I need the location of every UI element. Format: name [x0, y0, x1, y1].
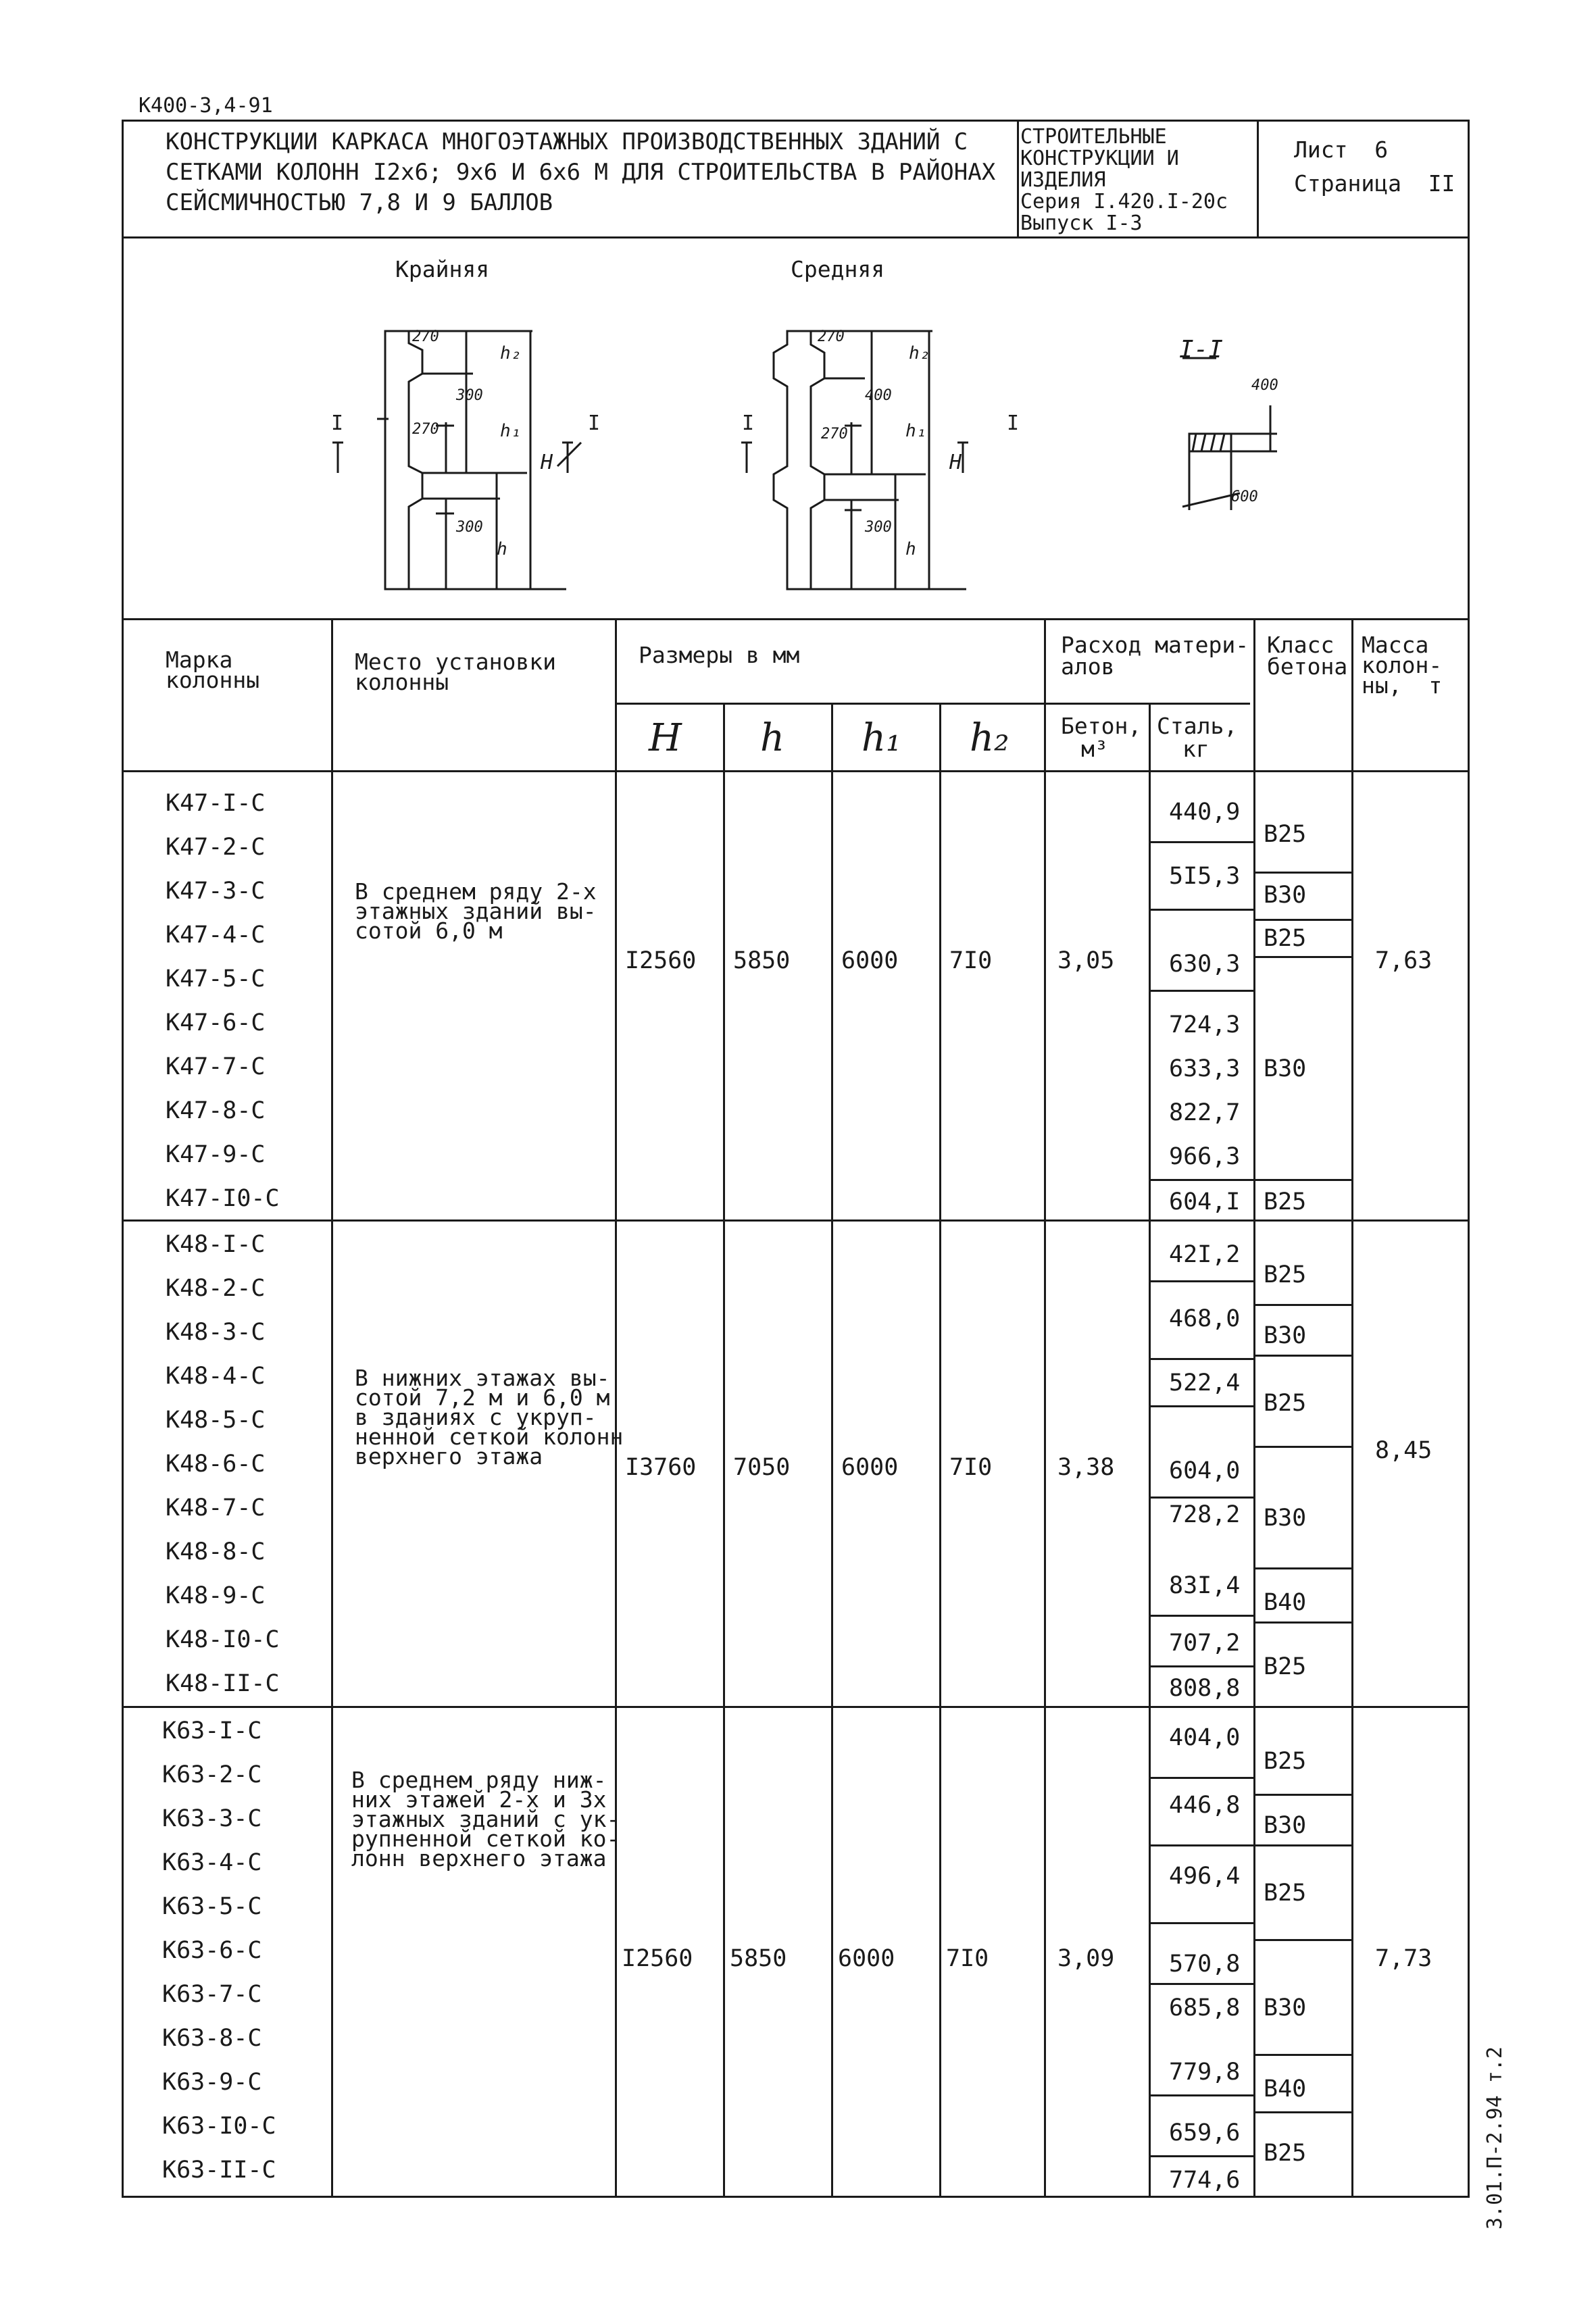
header-h1: h₁ [862, 716, 901, 760]
table-row-mark: К48-9-С [166, 1582, 266, 1609]
dim-600-section: 600 [1231, 488, 1258, 505]
edge-column-label: Крайняя [395, 256, 490, 282]
column-mass: 7,63 [1375, 947, 1432, 974]
table-row-mark: К48-2-С [166, 1275, 266, 1302]
middle-column-drawing [741, 328, 968, 589]
steel-divider [1149, 1922, 1253, 1924]
col-line-concrete [1149, 703, 1151, 2196]
dim-h1-middle: h₁ [905, 421, 927, 441]
steel-divider [1149, 990, 1253, 992]
steel-divider [1149, 1358, 1253, 1360]
table-row-mark: К47-2-С [166, 834, 266, 861]
section-label: I-I [1179, 336, 1224, 363]
steel-divider [1149, 909, 1253, 911]
series-label: Серия I.420.I-20с [1020, 190, 1228, 213]
concrete-volume: 3,05 [1057, 947, 1115, 974]
table-row-mark: К48-6-С [166, 1451, 266, 1478]
steel-divider [1149, 1777, 1253, 1779]
dim-270-edge-top: 270 [412, 328, 439, 345]
table-row-mark: К63-II-С [162, 2157, 276, 2184]
column-mass: 8,45 [1375, 1437, 1432, 1464]
install-place: лонн верхнего этажа [351, 1845, 607, 1871]
install-place: верхнего этажа [355, 1443, 543, 1469]
table-row-mark: К63-9-С [162, 2069, 262, 2096]
header-h: h [760, 716, 785, 760]
table-row-mark: К63-4-С [162, 1849, 262, 1876]
col-line-H [723, 703, 725, 2196]
header-mass: ны, т [1362, 672, 1443, 699]
class-divider [1253, 919, 1351, 921]
col-line-mark [331, 618, 333, 2196]
install-place: сотой 6,0 м [355, 917, 503, 944]
class-divider [1253, 1794, 1351, 1796]
cut-mark-right-1: I [588, 411, 601, 435]
steel-divider [1149, 841, 1253, 843]
class-divider [1253, 1621, 1351, 1624]
header-concrete: м³ [1081, 736, 1108, 762]
header-mark: Марка [166, 647, 233, 673]
class-divider [1253, 956, 1351, 958]
class-divider [1253, 1844, 1351, 1846]
size-h2: 7I0 [949, 947, 993, 974]
table-row-mark: К63-I-С [162, 1717, 262, 1744]
header-mark: колонны [166, 667, 260, 693]
concrete-class: В25 [1264, 925, 1307, 952]
class-divider [1253, 872, 1351, 874]
steel-divider [1149, 1405, 1253, 1407]
col-line-sizes [1044, 618, 1046, 2196]
class-divider [1253, 1446, 1351, 1448]
concrete-class: В25 [1264, 2140, 1307, 2167]
document-code: К400-3,4-91 [139, 94, 273, 118]
col-line-place [615, 618, 617, 2196]
col-line-steel [1253, 618, 1255, 2196]
steel-value: 5I5,3 [1169, 863, 1241, 890]
table-row-mark: К48-II-С [166, 1670, 280, 1697]
header-place: Место установки [355, 649, 557, 675]
document-title-line-2: СЕТКАМИ КОЛОНН I2x6; 9x6 И 6x6 М ДЛЯ СТРОИТЕЛЬСТВА В РАЙОНАХ [166, 159, 996, 186]
page-number: Страница II [1294, 170, 1455, 197]
steel-value: 83I,4 [1169, 1572, 1241, 1599]
col-line-h1 [939, 703, 941, 2196]
steel-value: 630,3 [1169, 951, 1241, 978]
size-H: I2560 [622, 1945, 693, 1972]
install-place: в зданиях с укруп- [355, 1404, 597, 1430]
dim-300-edge-bottom: 300 [456, 519, 483, 536]
col-line-class [1351, 618, 1353, 2196]
concrete-class: В25 [1264, 1390, 1307, 1417]
header-class: Класс [1267, 632, 1335, 658]
concrete-class: В25 [1264, 1748, 1307, 1775]
steel-value: 728,2 [1169, 1501, 1241, 1528]
concrete-volume: 3,09 [1057, 1945, 1115, 1972]
size-h2: 7I0 [949, 1454, 993, 1481]
steel-value: 522,4 [1169, 1369, 1241, 1397]
class-divider [1253, 2111, 1351, 2113]
table-header-bottom [122, 770, 1470, 772]
concrete-class: В40 [1264, 2076, 1307, 2103]
steel-divider [1149, 2094, 1253, 2096]
table-row-mark: К47-4-С [166, 922, 266, 949]
steel-value: 966,3 [1169, 1143, 1241, 1170]
dim-270-middle-top: 270 [818, 328, 845, 345]
steel-divider [1149, 1179, 1253, 1181]
steel-value: 774,6 [1169, 2167, 1241, 2194]
steel-value: 604,I [1169, 1188, 1241, 1215]
header-mass: Масса [1362, 632, 1429, 658]
table-row-mark: К47-9-С [166, 1141, 266, 1168]
steel-value: 724,3 [1169, 1011, 1241, 1038]
header-divider-1 [1017, 120, 1019, 238]
size-h: 5850 [730, 1945, 787, 1972]
header-mass: колон- [1362, 652, 1443, 678]
concrete-class: В30 [1264, 1812, 1307, 1839]
header-H: H [649, 716, 682, 760]
steel-divider [1149, 1844, 1253, 1846]
steel-divider [1149, 1496, 1253, 1499]
concrete-class: В30 [1264, 1055, 1307, 1082]
header-materials: Расход матери- [1061, 632, 1249, 658]
size-h: 5850 [733, 947, 791, 974]
concrete-class: В30 [1264, 1322, 1307, 1349]
dim-h2-edge: h₂ [500, 343, 522, 363]
size-h: 7050 [733, 1454, 791, 1481]
column-drawings [122, 270, 1470, 622]
table-row-mark: К63-5-С [162, 1893, 262, 1920]
category-line-2: КОНСТРУКЦИИ И [1020, 147, 1179, 170]
table-row-mark: К48-7-С [166, 1494, 266, 1521]
document-title-line-1: КОНСТРУКЦИИ КАРКАСА МНОГОЭТАЖНЫХ ПРОИЗВОДСТВЕННЫХ ЗДАНИЙ С [166, 128, 968, 155]
dim-h-middle: h [905, 539, 916, 559]
category-line-1: СТРОИТЕЛЬНЫЕ [1020, 125, 1167, 149]
table-row-mark: К48-I0-С [166, 1626, 280, 1653]
steel-value: 496,4 [1169, 1863, 1241, 1890]
size-h1: 6000 [841, 1454, 899, 1481]
sheet-number: Лист 6 [1294, 136, 1389, 163]
column-mass: 7,73 [1375, 1945, 1432, 1972]
table-row-mark: К48-3-С [166, 1319, 266, 1346]
table-row-mark: К63-I0-С [162, 2113, 276, 2140]
table-row-mark: К47-5-С [166, 965, 266, 992]
group-divider-2 [122, 1706, 1470, 1708]
side-note: 3.01.П-2.94 т.2 [1483, 2046, 1507, 2230]
size-h1: 6000 [838, 1945, 895, 1972]
steel-value: 808,8 [1169, 1675, 1241, 1702]
steel-value: 685,8 [1169, 1994, 1241, 2021]
concrete-class: В25 [1264, 821, 1307, 848]
steel-value: 42I,2 [1169, 1241, 1241, 1268]
size-h1: 6000 [841, 947, 899, 974]
table-subheader-line [615, 703, 1250, 705]
document-title-line-3: СЕЙСМИЧНОСТЬЮ 7,8 И 9 БАЛЛОВ [166, 189, 553, 216]
concrete-class: В30 [1264, 882, 1307, 909]
class-divider [1253, 1939, 1351, 1941]
size-H: I3760 [625, 1454, 697, 1481]
dim-270-edge-mid: 270 [412, 421, 439, 438]
table-row-mark: К48-8-С [166, 1538, 266, 1565]
table-row-mark: К63-6-С [162, 1937, 262, 1964]
header-concrete: Бетон, [1061, 713, 1142, 739]
header-h2: h₂ [970, 716, 1009, 760]
class-divider [1253, 1567, 1351, 1569]
steel-divider [1149, 2155, 1253, 2157]
concrete-class: В30 [1264, 1505, 1307, 1532]
header-steel: кг [1182, 736, 1210, 762]
concrete-volume: 3,38 [1057, 1454, 1115, 1481]
steel-value: 570,8 [1169, 1951, 1241, 1978]
cut-mark-right-2: I [1007, 411, 1020, 435]
install-place: рупненной сеткой ко- [351, 1826, 620, 1852]
dim-400-section: 400 [1251, 377, 1278, 394]
install-place: В среднем ряду ниж- [351, 1767, 607, 1793]
header-bottom-border [122, 236, 1470, 238]
col-line-h [831, 703, 833, 2196]
table-row-mark: К63-7-С [162, 1981, 262, 2008]
table-row-mark: К63-3-С [162, 1805, 262, 1832]
dim-300-edge-top: 300 [456, 387, 483, 404]
steel-value: 659,6 [1169, 2119, 1241, 2146]
table-top-border [122, 618, 1470, 620]
cut-mark-left-2: I [742, 411, 755, 435]
cut-mark-left-1: I [331, 411, 344, 435]
install-place: ненной сеткой колонн [355, 1424, 624, 1450]
steel-value: 440,9 [1169, 799, 1241, 826]
header-materials: алов [1061, 653, 1115, 680]
size-H: I2560 [625, 947, 697, 974]
dim-H-middle: H [949, 451, 962, 474]
table-row-mark: К47-8-С [166, 1097, 266, 1124]
outer-top-border [122, 120, 1470, 122]
steel-divider [1149, 1280, 1253, 1282]
table-row-mark: К63-2-С [162, 1761, 262, 1788]
steel-value: 707,2 [1169, 1630, 1241, 1657]
header-steel: Сталь, [1157, 713, 1238, 739]
table-row-mark: К47-7-С [166, 1053, 266, 1080]
middle-column-label: Средняя [791, 256, 885, 282]
header-place: колонны [355, 669, 449, 695]
issue-label: Выпуск I-3 [1020, 211, 1143, 235]
dim-300-middle-bottom: 300 [865, 519, 892, 536]
dim-h-edge: h [497, 539, 507, 559]
dim-400-middle: 400 [865, 387, 892, 404]
class-divider [1253, 1179, 1351, 1181]
category-line-3: ИЗДЕЛИЯ [1020, 168, 1106, 192]
steel-value: 404,0 [1169, 1724, 1241, 1751]
outer-bottom-border [122, 2196, 1470, 2198]
class-divider [1253, 1304, 1351, 1306]
steel-value: 446,8 [1169, 1792, 1241, 1819]
dim-270-middle-mid: 270 [821, 426, 848, 443]
table-row-mark: К47-I0-С [166, 1185, 280, 1212]
concrete-class: В25 [1264, 1188, 1307, 1215]
table-row-mark: К47-3-С [166, 878, 266, 905]
steel-value: 779,8 [1169, 2059, 1241, 2086]
table-row-mark: К48-I-С [166, 1231, 266, 1258]
install-place: сотой 7,2 м и 6,0 м [355, 1384, 610, 1411]
table-row-mark: К47-6-С [166, 1009, 266, 1036]
install-place: этажных зданий вы- [355, 898, 597, 924]
install-place: В нижних этажах вы- [355, 1365, 610, 1391]
steel-value: 822,7 [1169, 1099, 1241, 1126]
concrete-class: В25 [1264, 1653, 1307, 1680]
install-place: них этажей 2-х и 3х [351, 1786, 607, 1813]
concrete-class: В40 [1264, 1589, 1307, 1616]
header-class: бетона [1267, 653, 1348, 680]
concrete-class: В25 [1264, 1880, 1307, 1907]
table-row-mark: К63-8-С [162, 2025, 262, 2052]
dim-h2-middle: h₂ [909, 343, 930, 363]
header-sizes: Размеры в мм [639, 642, 800, 668]
steel-divider [1149, 1983, 1253, 1985]
table-row-mark: К48-4-С [166, 1363, 266, 1390]
concrete-class: В25 [1264, 1261, 1307, 1288]
dim-h1-edge: h₁ [500, 421, 522, 441]
header-divider-2 [1257, 120, 1259, 238]
steel-value: 604,0 [1169, 1457, 1241, 1484]
class-divider [1253, 2054, 1351, 2056]
class-divider [1253, 1355, 1351, 1357]
steel-divider [1149, 1665, 1253, 1667]
steel-divider [1149, 1615, 1253, 1617]
table-row-mark: К48-5-С [166, 1407, 266, 1434]
concrete-class: В30 [1264, 1994, 1307, 2021]
dim-H-edge: H [541, 451, 553, 474]
steel-value: 633,3 [1169, 1055, 1241, 1082]
steel-value: 468,0 [1169, 1305, 1241, 1332]
table-row-mark: К47-I-С [166, 790, 266, 817]
size-h2: 7I0 [946, 1945, 989, 1972]
group-divider-1 [122, 1219, 1470, 1222]
install-place: В среднем ряду 2-х [355, 878, 597, 905]
install-place: этажных зданий с ук- [351, 1806, 620, 1832]
